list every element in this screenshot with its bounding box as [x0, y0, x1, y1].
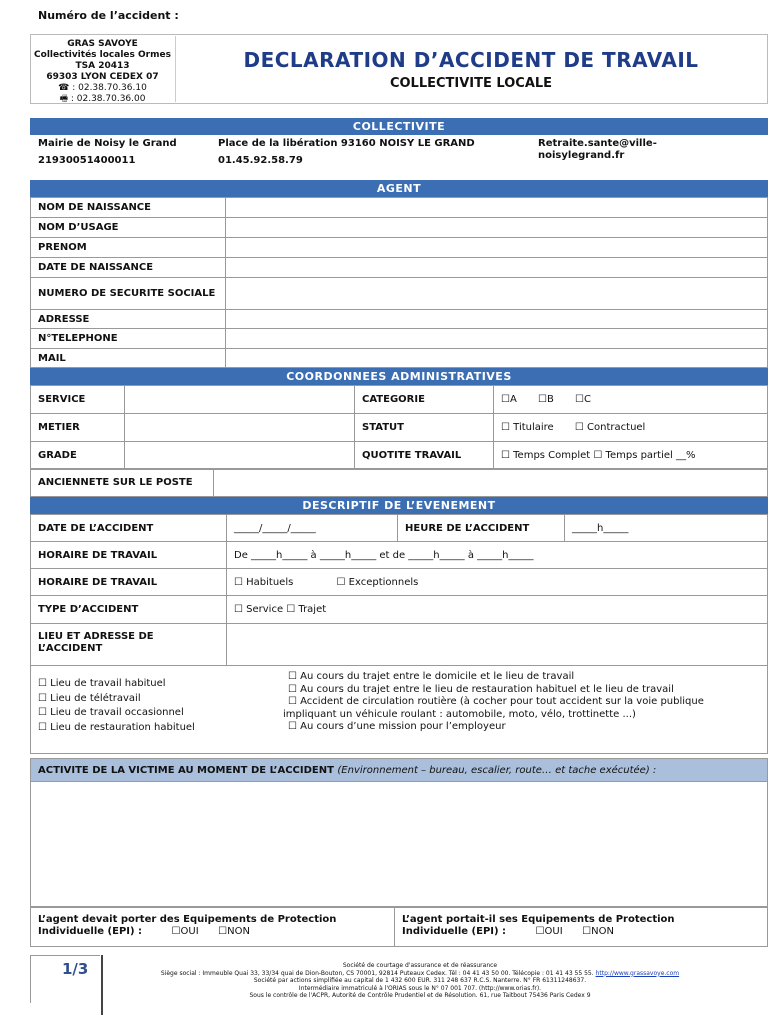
agent-field-label: MAIL — [31, 349, 226, 368]
collectivite-address: Place de la libération 93160 NOISY LE GRAND — [218, 138, 475, 149]
footer-line-3: Société par actions simplifiée au capital de 1 432 600 EUR. 311 248 637 R.C.S. Nanterre. N° FR 61311248637. — [253, 977, 587, 984]
checkbox-contractuel[interactable]: ☐ Contractuel — [574, 422, 646, 433]
heure-input[interactable]: _____h_____ — [565, 515, 768, 542]
checkbox-exceptionnels[interactable]: ☐ Exceptionnels — [336, 576, 419, 588]
epi-left-line-2: Individuelle (EPI) : — [38, 926, 143, 937]
admin-table — [30, 385, 768, 470]
checkbox-habituels[interactable]: ☐ Habituels — [234, 576, 294, 588]
date-label: DATE DE L’ACCIDENT — [31, 515, 227, 542]
epi-divider — [394, 907, 395, 947]
footer-legal — [110, 962, 730, 1000]
type-label: TYPE D’ACCIDENT — [31, 596, 227, 624]
option-trajet-restauration[interactable]: ☐ Au cours du trajet entre le lieu de restauration habituel et le lieu de travail — [288, 683, 674, 695]
anciennete-input[interactable] — [214, 469, 768, 497]
footer-line-4: Intermédiaire immatriculé à l'ORIAS sous le N° 07 001 707. (http://www.orias.fr). — [298, 984, 542, 992]
checkbox-cat-b[interactable]: ☐B — [538, 394, 554, 405]
agent-field-input[interactable] — [226, 349, 768, 368]
agent-field-input[interactable] — [226, 238, 768, 258]
epi-left-line-1: L’agent devait porter des Equipements de Protection — [38, 914, 337, 925]
option-circulation[interactable]: ☐ Accident de circulation routière (à cocher pour tout accident sur la voie publique — [288, 696, 704, 708]
epi-right-oui[interactable]: ☐OUI — [535, 926, 563, 937]
footer-line-2: Siège social : Immeuble Quai 33, 33/34 quai de Dion-Bouton, CS 70001, 92814 Puteaux Cedex. Tél : 04 41 43 50 00. Télécopie : 01 41 43 55 55. — [160, 969, 594, 977]
footer-line-5: Sous le contrôle de l'ACPR, Autorité de Contrôle Prudentiel et de Résolution. 61, rue Taitbout 75436 Paris Cedex 9 — [249, 992, 591, 999]
agent-field-input[interactable] — [226, 258, 768, 278]
agent-field-input[interactable] — [226, 218, 768, 238]
page-title: DECLARATION D’ACCIDENT DE TRAVAIL — [243, 48, 699, 72]
grade-label: GRADE — [31, 442, 125, 470]
option-mission[interactable]: ☐ Au cours d’une mission pour l’employeur — [288, 721, 506, 733]
option-trajet-domicile[interactable]: ☐ Au cours du trajet entre le domicile et le lieu de travail — [288, 671, 575, 682]
agent-field-label: NOM D’USAGE — [31, 218, 226, 238]
insurer-block — [30, 36, 176, 102]
event-table-2 — [30, 541, 768, 754]
agent-field-input[interactable] — [226, 310, 768, 329]
horaire-type-label: HORAIRE DE TRAVAIL — [31, 569, 227, 596]
heure-label: HEURE DE L’ACCIDENT — [398, 515, 565, 542]
insurer-name: GRAS SAVOYE — [67, 39, 138, 49]
agent-table — [30, 197, 768, 368]
insurer-fax: 🖷 : 02.38.70.36.00 — [59, 94, 146, 104]
epi-right-non[interactable]: ☐NON — [582, 926, 614, 937]
email-line-1: Retraite.sante@ville- — [538, 138, 657, 149]
horaire-input[interactable]: De _____h_____ à _____h_____ et de _____h_____ à _____h_____ — [227, 542, 768, 569]
agent-field-label: NUMERO DE SECURITE SOCIALE — [31, 278, 226, 310]
email-line-2: noisylegrand.fr — [538, 150, 625, 161]
epi-left-oui[interactable]: ☐OUI — [171, 926, 199, 937]
epi-left-non[interactable]: ☐NON — [218, 926, 250, 937]
agent-field-label: PRENOM — [31, 238, 226, 258]
checkbox-titulaire[interactable]: ☐ Titulaire — [501, 422, 554, 433]
quotite-label: QUOTITE TRAVAIL — [355, 442, 494, 470]
activite-bar — [30, 758, 768, 782]
option-circulation-detail: impliquant un véhicule roulant : automobile, moto, vélo, trottinette ...) — [283, 708, 636, 720]
page-subtitle: COLLECTIVITE LOCALE — [389, 76, 553, 91]
metier-input[interactable] — [125, 414, 355, 442]
horaire-type-options — [227, 569, 768, 596]
option-teletravail[interactable]: ☐ Lieu de télétravail — [38, 692, 141, 704]
event-table — [30, 514, 768, 542]
checkbox-cat-c[interactable]: ☐C — [575, 394, 591, 405]
checkbox-cat-a[interactable]: ☐A — [501, 394, 517, 405]
metier-label: METIER — [31, 414, 125, 442]
activite-textarea[interactable] — [30, 781, 768, 907]
right-options — [283, 671, 704, 734]
option-lieu-occasionnel[interactable]: ☐ Lieu de travail occasionnel — [38, 707, 184, 718]
service-input[interactable] — [125, 386, 355, 414]
admin-header: COORDONNEES ADMINISTRATIVES — [30, 368, 768, 385]
accident-number-label: Numéro de l’accident : — [38, 9, 179, 22]
agent-field-label: ADRESSE — [31, 310, 226, 329]
option-lieu-habituel[interactable]: ☐ Lieu de travail habituel — [38, 678, 166, 689]
collectivite-phone: 01.45.92.58.79 — [218, 155, 303, 166]
type-options[interactable]: ☐ Service ☐ Trajet — [227, 596, 768, 624]
insurer-dept: Collectivités locales Ormes — [34, 50, 171, 60]
lieu-options-cell — [31, 666, 768, 754]
agent-field-input[interactable] — [226, 278, 768, 310]
activite-hint: (Environnement – bureau, escalier, route… et tache exécutée) : — [337, 765, 657, 776]
epi-right — [402, 914, 675, 938]
service-label: SERVICE — [31, 386, 125, 414]
agent-field-input[interactable] — [226, 198, 768, 218]
anciennete-label: ANCIENNETE SUR LE POSTE — [31, 469, 214, 497]
insurer-phone: ☎ : 02.38.70.36.10 — [58, 83, 147, 93]
activite-label: ACTIVITE DE LA VICTIME AU MOMENT DE L’ACCIDENT — [38, 765, 334, 776]
epi-left — [38, 914, 336, 938]
collectivite-email — [538, 138, 657, 162]
page-number: 1/3 — [62, 960, 89, 978]
statut-label: STATUT — [355, 414, 494, 442]
insurer-city: 69303 LYON CEDEX 07 — [46, 72, 159, 82]
collectivite-siret: 21930051400011 — [38, 155, 136, 166]
date-input[interactable]: _____/_____/_____ — [227, 515, 398, 542]
lieu-input[interactable] — [227, 624, 768, 666]
agent-field-label: NOM DE NAISSANCE — [31, 198, 226, 218]
epi-right-line-2: Individuelle (EPI) : — [402, 926, 507, 937]
lieu-label — [31, 624, 227, 666]
grade-input[interactable] — [125, 442, 355, 470]
quotite-options[interactable]: ☐ Temps Complet ☐ Temps partiel __% — [494, 442, 768, 470]
anciennete-table — [30, 468, 768, 497]
lieu-label-line-1: LIEU ET ADRESSE DE — [38, 631, 154, 642]
categorie-options — [494, 386, 768, 414]
horaire-label: HORAIRE DE TRAVAIL — [31, 542, 227, 569]
collectivite-name: Mairie de Noisy le Grand — [38, 138, 177, 149]
agent-field-label: DATE DE NAISSANCE — [31, 258, 226, 278]
lieu-label-line-2: L’ACCIDENT — [38, 643, 103, 654]
option-restauration[interactable]: ☐ Lieu de restauration habituel — [38, 721, 195, 733]
statut-options — [494, 414, 768, 442]
footer-divider — [101, 955, 103, 1015]
categorie-label: CATEGORIE — [355, 386, 494, 414]
epi-right-line-1: L’agent portait-il ses Equipements de Protection — [402, 914, 675, 925]
agent-field-label: N°TELEPHONE — [31, 329, 226, 349]
collectivite-header: COLLECTIVITE — [30, 118, 768, 135]
grassavoye-link[interactable]: http://www.grassavoye.com — [595, 969, 680, 977]
footer-line-1: Société de courtage d'assurance et de réassurance — [342, 962, 498, 969]
agent-field-input[interactable] — [226, 329, 768, 349]
event-header: DESCRIPTIF DE L’EVENEMENT — [30, 497, 768, 514]
insurer-tsa: TSA 20413 — [75, 61, 130, 71]
left-options — [38, 677, 195, 735]
agent-header: AGENT — [30, 180, 768, 197]
